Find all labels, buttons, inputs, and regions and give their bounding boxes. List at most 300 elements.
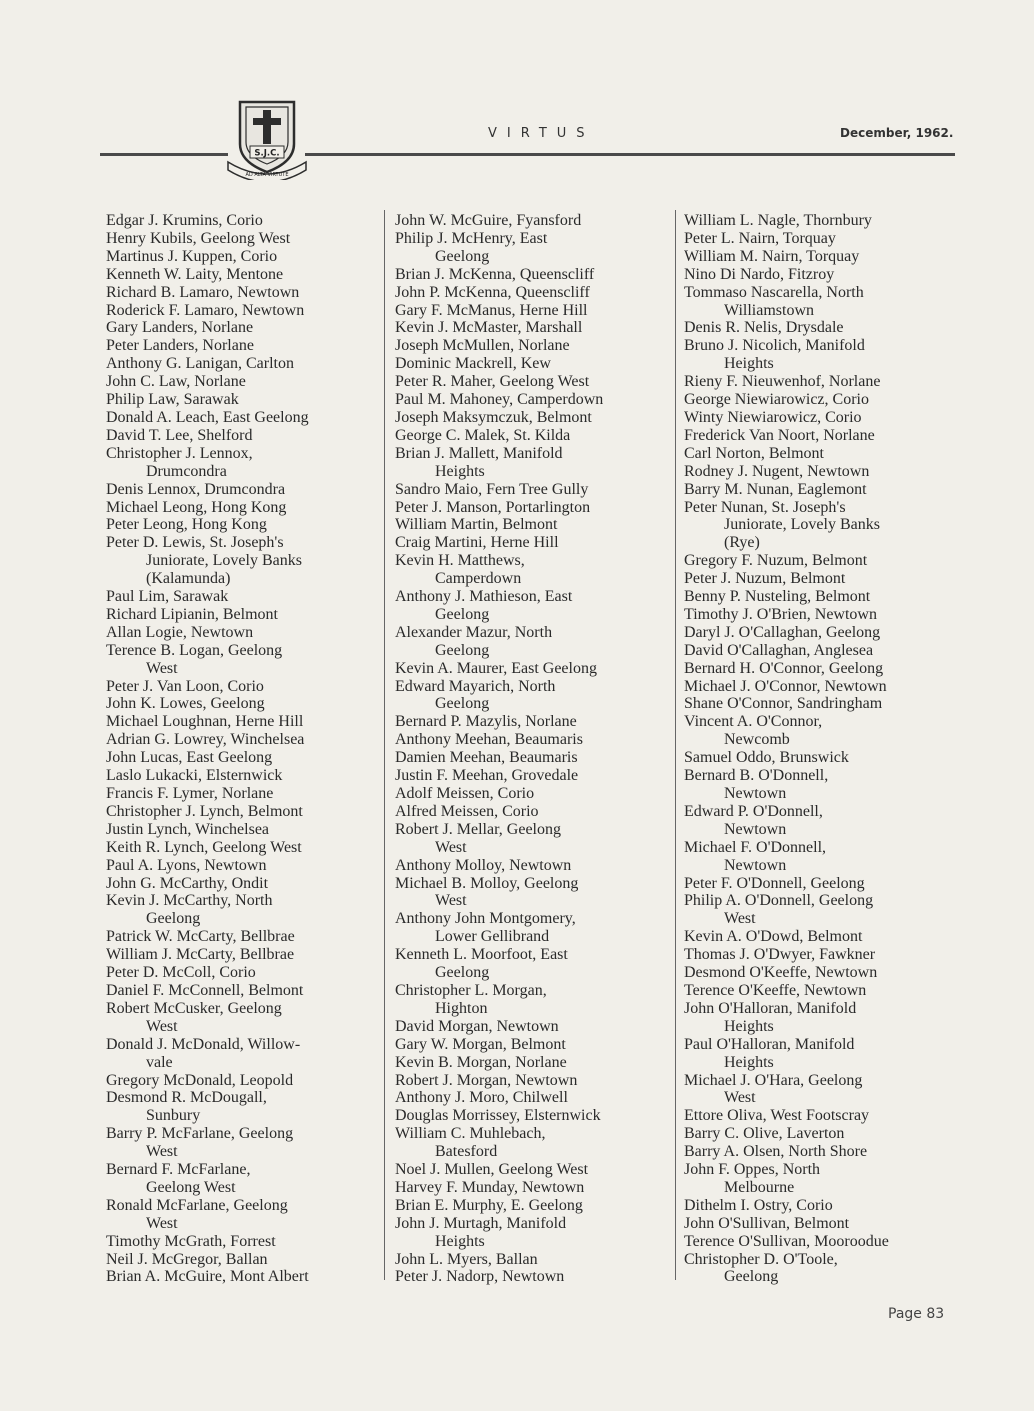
entry-continuation-line: Geelong: [724, 1268, 779, 1286]
name-entry: [106, 624, 381, 642]
name-entry: [106, 731, 381, 749]
name-entry: [684, 409, 964, 427]
entry-name-line: Anthony Meehan, Beaumaris: [395, 731, 583, 749]
entry-name-line: George Niewiarowicz, Corio: [684, 391, 869, 409]
entry-continuation-line: Geelong: [435, 964, 490, 982]
name-entry: [106, 1268, 381, 1286]
name-entry: [106, 1161, 381, 1197]
entry-name-line: John Lucas, East Geelong: [106, 749, 273, 767]
entry-name-line: Richard B. Lamaro, Newtown: [106, 283, 300, 301]
entry-continuation-line: Heights: [724, 1053, 774, 1071]
name-entry: [395, 373, 670, 391]
name-entry: [684, 1072, 964, 1108]
entry-name-line: Terence O'Keeffe, Newtown: [684, 981, 867, 999]
entry-name-line: William Martin, Belmont: [395, 516, 558, 534]
name-entry: [395, 749, 670, 767]
entry-name-line: Samuel Oddo, Brunswick: [684, 749, 849, 767]
name-entry: [395, 821, 670, 857]
entry-name-line: Terence O'Sullivan, Mooroodue: [684, 1232, 889, 1250]
entry-name-line: Anthony G. Lanigan, Carlton: [106, 355, 294, 373]
name-entry: [106, 212, 381, 230]
name-entry: [395, 982, 670, 1018]
entry-name-line: Edgar J. Krumins, Corio: [106, 212, 263, 229]
entry-name-line: Henry Kubils, Geelong West: [106, 229, 291, 247]
name-entry: [684, 1036, 964, 1072]
name-entry: [106, 803, 381, 821]
name-entry: [395, 875, 670, 911]
entry-name-line: Edward P. O'Donnell,: [684, 802, 823, 820]
entry-continuation-line: (Rye): [724, 534, 760, 552]
name-entry: [106, 946, 381, 964]
name-entry: [395, 713, 670, 731]
name-entry: [395, 481, 670, 499]
entry-name-line: Denis Lennox, Drumcondra: [106, 480, 286, 498]
column-divider: [675, 210, 676, 1280]
entry-name-line: Paul Lim, Sarawak: [106, 588, 229, 606]
name-entry: [106, 391, 381, 409]
entry-continuation-line: West: [435, 838, 467, 856]
entry-name-line: Peter J. Van Loon, Corio: [106, 677, 264, 695]
entry-name-line: Peter L. Nairn, Torquay: [684, 229, 836, 247]
entry-name-line: Brian J. McKenna, Queenscliff: [395, 265, 595, 283]
entry-name-line: Timothy McGrath, Forrest: [106, 1232, 276, 1250]
entry-name-line: William J. McCarty, Bellbrae: [106, 946, 295, 964]
name-entry: [684, 1233, 964, 1251]
name-entry: [684, 266, 964, 284]
entry-name-line: Frederick Van Noort, Norlane: [684, 426, 875, 444]
entry-name-line: Philip J. McHenry, East: [395, 229, 548, 247]
name-entry: [684, 1161, 964, 1197]
entry-name-line: Brian E. Murphy, E. Geelong: [395, 1196, 583, 1214]
entry-name-line: Barry M. Nunan, Eaglemont: [684, 480, 867, 498]
name-entry: [395, 409, 670, 427]
name-entry: [684, 1143, 964, 1161]
name-entry: [684, 391, 964, 409]
name-entry: [395, 1161, 670, 1179]
entry-name-line: Allan Logie, Newtown: [106, 623, 254, 641]
entry-name-line: Peter D. McColl, Corio: [106, 964, 256, 982]
name-entry: [106, 749, 381, 767]
name-entry: [684, 767, 964, 803]
entry-name-line: Kenneth W. Laity, Mentone: [106, 265, 284, 283]
name-entry: [106, 337, 381, 355]
header-rule-right: [305, 153, 955, 156]
name-entry: [395, 284, 670, 302]
name-entry: [684, 445, 964, 463]
name-entry: [684, 499, 964, 553]
name-entry: [106, 785, 381, 803]
name-column-1: [106, 212, 381, 1286]
name-entry: [684, 1197, 964, 1215]
name-entry: [684, 964, 964, 982]
name-entry: [684, 624, 964, 642]
entry-continuation-line: Camperdown: [435, 570, 522, 588]
entry-name-line: Robert McCusker, Geelong: [106, 999, 282, 1017]
entry-name-line: Richard Lipianin, Belmont: [106, 605, 278, 623]
entry-name-line: Christopher D. O'Toole,: [684, 1250, 838, 1268]
entry-continuation-line: Heights: [724, 1017, 774, 1035]
entry-name-line: Daryl J. O'Callaghan, Geelong: [684, 623, 881, 641]
entry-name-line: John L. Myers, Ballan: [395, 1250, 538, 1268]
name-entry: [395, 1215, 670, 1251]
entry-name-line: Justin F. Meehan, Grovedale: [395, 767, 579, 785]
name-entry: [106, 1251, 381, 1269]
entry-name-line: Kevin A. O'Dowd, Belmont: [684, 928, 863, 946]
page-number: Page 83: [888, 1306, 945, 1322]
entry-name-line: Joseph McMullen, Norlane: [395, 337, 570, 355]
name-entry: [684, 642, 964, 660]
entry-name-line: Carl Norton, Belmont: [684, 444, 824, 462]
entry-name-line: Peter D. Lewis, St. Joseph's: [106, 534, 284, 552]
name-entry: [106, 588, 381, 606]
entry-name-line: John K. Lowes, Geelong: [106, 695, 265, 713]
name-entry: [684, 606, 964, 624]
entry-name-line: Daniel F. McConnell, Belmont: [106, 981, 304, 999]
entry-name-line: Michael B. Molloy, Geelong: [395, 874, 579, 892]
entry-name-line: Shane O'Connor, Sandringham: [684, 695, 883, 713]
entry-continuation-line: Newcomb: [724, 731, 790, 749]
entry-name-line: Francis F. Lymer, Norlane: [106, 785, 274, 802]
name-entry: [684, 373, 964, 391]
entry-name-line: Keith R. Lynch, Geelong West: [106, 838, 302, 856]
name-entry: [684, 1125, 964, 1143]
name-entry: [106, 821, 381, 839]
crest-motto: AD ALTA VIRTUTE: [245, 172, 289, 178]
entry-name-line: Dominic Mackrell, Kew: [395, 355, 551, 373]
entry-name-line: Paul O'Halloran, Manifold: [684, 1035, 855, 1053]
name-entry: [106, 1072, 381, 1090]
name-entry: [106, 1197, 381, 1233]
name-entry: [106, 302, 381, 320]
name-entry: [395, 391, 670, 409]
entry-name-line: John W. McGuire, Fyansford: [395, 212, 582, 229]
name-entry: [684, 678, 964, 696]
name-entry: [395, 1197, 670, 1215]
entry-continuation-line: Highton: [435, 999, 488, 1017]
entry-name-line: Philip A. O'Donnell, Geelong: [684, 892, 874, 910]
name-entry: [684, 749, 964, 767]
entry-continuation-line: Geelong: [435, 695, 490, 713]
entry-name-line: Desmond O'Keeffe, Newtown: [684, 964, 878, 982]
entry-name-line: Barry P. McFarlane, Geelong: [106, 1125, 294, 1143]
entry-name-line: Philip Law, Sarawak: [106, 391, 239, 409]
name-entry: [684, 892, 964, 928]
entry-name-line: Gary Landers, Norlane: [106, 319, 254, 337]
name-entry: [684, 284, 964, 320]
name-entry: [395, 1125, 670, 1161]
entry-continuation-line: Melbourne: [724, 1178, 795, 1196]
entry-name-line: David Morgan, Newtown: [395, 1017, 559, 1035]
crest-letters: S.J.C.: [254, 148, 280, 159]
entry-continuation-line: Newtown: [724, 785, 787, 802]
entry-name-line: Timothy J. O'Brien, Newtown: [684, 605, 877, 623]
name-entry: [106, 1036, 381, 1072]
entry-continuation-line: West: [146, 1214, 178, 1232]
crest-icon: [226, 96, 308, 180]
name-entry: [684, 230, 964, 248]
name-entry: [395, 1268, 670, 1286]
entry-name-line: John O'Sullivan, Belmont: [684, 1214, 850, 1232]
name-entry: [395, 1036, 670, 1054]
entry-name-line: Gregory F. Nuzum, Belmont: [684, 552, 868, 570]
entry-name-line: Christopher L. Morgan,: [395, 981, 547, 999]
entry-name-line: Rieny F. Nieuwenhof, Norlane: [684, 373, 881, 391]
name-entry: [106, 875, 381, 893]
name-entry: [395, 1107, 670, 1125]
name-entry: [106, 892, 381, 928]
entry-name-line: Donald A. Leach, East Geelong: [106, 408, 309, 426]
name-entry: [395, 212, 670, 230]
entry-continuation-line: Geelong: [435, 641, 490, 659]
entry-name-line: David T. Lee, Shelford: [106, 426, 253, 444]
entry-name-line: Robert J. Morgan, Newtown: [395, 1071, 578, 1089]
header-rule-left: [100, 153, 228, 156]
entry-name-line: Nino Di Nardo, Fitzroy: [684, 265, 835, 283]
entry-name-line: Anthony J. Mathieson, East: [395, 588, 573, 606]
entry-name-line: Donald J. McDonald, Willow-: [106, 1035, 301, 1053]
name-entry: [684, 337, 964, 373]
name-entry: [106, 642, 381, 678]
name-entry: [684, 319, 964, 337]
name-entry: [106, 481, 381, 499]
name-entry: [395, 857, 670, 875]
entry-name-line: Damien Meehan, Beaumaris: [395, 749, 578, 767]
name-entry: [106, 767, 381, 785]
entry-name-line: Anthony Molloy, Newtown: [395, 856, 572, 874]
name-entry: [684, 713, 964, 749]
entry-name-line: Denis R. Nelis, Drysdale: [684, 319, 844, 337]
name-entry: [106, 982, 381, 1000]
entry-name-line: Tommaso Nascarella, North: [684, 283, 864, 301]
entry-name-line: Anthony John Montgomery,: [395, 910, 576, 928]
name-entry: [395, 731, 670, 749]
entry-name-line: Bernard H. O'Connor, Geelong: [684, 659, 884, 677]
name-entry: [684, 982, 964, 1000]
name-entry: [395, 1072, 670, 1090]
name-entry: [395, 319, 670, 337]
entry-name-line: Paul M. Mahoney, Camperdown: [395, 391, 604, 409]
name-entry: [106, 409, 381, 427]
entry-name-line: Bernard P. Mazylis, Norlane: [395, 713, 577, 731]
entry-continuation-line: West: [724, 1089, 756, 1107]
name-entry: [395, 499, 670, 517]
entry-name-line: Craig Martini, Herne Hill: [395, 534, 559, 552]
entry-continuation-line: Batesford: [435, 1143, 498, 1161]
entry-name-line: Gary F. McManus, Herne Hill: [395, 301, 588, 319]
name-entry: [395, 946, 670, 982]
entry-name-line: Peter Nunan, St. Joseph's: [684, 498, 846, 516]
entry-name-line: Peter J. Nadorp, Newtown: [395, 1268, 565, 1286]
entry-name-line: Bernard F. McFarlane,: [106, 1161, 251, 1179]
entry-name-line: Terence B. Logan, Geelong: [106, 641, 283, 659]
name-entry: [106, 713, 381, 731]
name-entry: [395, 660, 670, 678]
entry-name-line: Harvey F. Munday, Newtown: [395, 1178, 585, 1196]
name-entry: [106, 1125, 381, 1161]
name-entry: [684, 588, 964, 606]
entry-name-line: John J. Murtagh, Manifold: [395, 1214, 567, 1232]
name-entry: [395, 230, 670, 266]
entry-name-line: Adolf Meissen, Corio: [395, 785, 535, 802]
name-entry: [395, 337, 670, 355]
entry-name-line: Kevin H. Matthews,: [395, 552, 525, 570]
entry-name-line: Vincent A. O'Connor,: [684, 713, 823, 731]
entry-name-line: Peter J. Manson, Portarlington: [395, 498, 591, 516]
entry-name-line: Kevin B. Morgan, Norlane: [395, 1053, 567, 1071]
entry-continuation-line: Williamstown: [724, 301, 815, 319]
entry-name-line: Roderick F. Lamaro, Newtown: [106, 301, 305, 319]
entry-continuation-line: Geelong: [435, 247, 490, 265]
entry-name-line: Christopher J. Lynch, Belmont: [106, 802, 303, 820]
name-entry: [684, 212, 964, 230]
name-entry: [106, 534, 381, 588]
entry-name-line: Peter R. Maher, Geelong West: [395, 373, 590, 391]
name-entry: [395, 803, 670, 821]
name-entry: [395, 1089, 670, 1107]
entry-name-line: Michael F. O'Donnell,: [684, 838, 827, 856]
entry-continuation-line: West: [146, 1017, 178, 1035]
entry-name-line: John O'Halloran, Manifold: [684, 999, 857, 1017]
entry-name-line: Christopher J. Lennox,: [106, 444, 253, 462]
entry-continuation-line: Geelong West: [146, 1178, 236, 1196]
entry-name-line: Martinus J. Kuppen, Corio: [106, 247, 278, 265]
entry-name-line: Brian A. McGuire, Mont Albert: [106, 1268, 309, 1286]
name-entry: [395, 552, 670, 588]
name-entry: [395, 355, 670, 373]
entry-name-line: Winty Niewiarowicz, Corio: [684, 408, 862, 426]
entry-name-line: John C. Law, Norlane: [106, 373, 246, 391]
entry-name-line: Peter Landers, Norlane: [106, 337, 254, 355]
name-entry: [684, 946, 964, 964]
entry-name-line: Peter Leong, Hong Kong: [106, 516, 267, 534]
name-entry: [106, 1089, 381, 1125]
entry-name-line: Douglas Morrissey, Elsternwick: [395, 1107, 601, 1125]
entry-name-line: John G. McCarthy, Ondit: [106, 874, 269, 892]
entry-name-line: Dithelm I. Ostry, Corio: [684, 1196, 833, 1214]
entry-continuation-line: Geelong: [435, 605, 490, 623]
name-entry: [684, 552, 964, 570]
name-entry: [684, 875, 964, 893]
name-entry: [684, 1215, 964, 1233]
entry-name-line: Alexander Mazur, North: [395, 623, 553, 641]
name-entry: [106, 695, 381, 713]
name-entry: [684, 1107, 964, 1125]
entry-continuation-line: West: [435, 892, 467, 910]
entry-name-line: Kevin A. Maurer, East Geelong: [395, 659, 597, 677]
name-entry: [395, 427, 670, 445]
issue-date: December, 1962.: [840, 126, 954, 140]
name-entry: [106, 373, 381, 391]
name-entry: [395, 588, 670, 624]
name-entry: [106, 839, 381, 857]
entry-name-line: Adrian G. Lowrey, Winchelsea: [106, 731, 305, 749]
entry-name-line: Patrick W. McCarty, Bellbrae: [106, 928, 295, 946]
entry-continuation-line: vale: [146, 1053, 173, 1071]
name-entry: [684, 481, 964, 499]
entry-name-line: Gary W. Morgan, Belmont: [395, 1035, 566, 1053]
entry-name-line: Gregory McDonald, Leopold: [106, 1071, 294, 1089]
entry-continuation-line: Geelong: [146, 910, 201, 928]
entry-name-line: Paul A. Lyons, Newtown: [106, 856, 267, 874]
entry-continuation-line: Newtown: [724, 856, 787, 874]
name-entry: [395, 678, 670, 714]
name-column-2: [395, 212, 670, 1286]
entry-name-line: Neil J. McGregor, Ballan: [106, 1250, 268, 1268]
entry-name-line: Michael J. O'Hara, Geelong: [684, 1071, 863, 1089]
name-entry: [684, 463, 964, 481]
entry-name-line: Kevin J. McCarthy, North: [106, 892, 273, 910]
entry-name-line: Bernard B. O'Donnell,: [684, 767, 829, 785]
name-entry: [106, 284, 381, 302]
entry-continuation-line: West: [724, 910, 756, 928]
entry-continuation-line: West: [146, 1143, 178, 1161]
entry-name-line: George C. Malek, St. Kilda: [395, 426, 571, 444]
entry-name-line: Anthony J. Moro, Chilwell: [395, 1089, 568, 1107]
entry-name-line: Brian J. Mallett, Manifold: [395, 444, 563, 462]
entry-name-line: Ronald McFarlane, Geelong: [106, 1196, 288, 1214]
entry-name-line: Michael Leong, Hong Kong: [106, 498, 287, 516]
entry-name-line: Michael J. O'Connor, Newtown: [684, 677, 887, 695]
entry-continuation-line: Juniorate, Lovely Banks: [146, 552, 302, 570]
name-entry: [395, 302, 670, 320]
entry-name-line: Joseph Maksymczuk, Belmont: [395, 408, 592, 426]
entry-name-line: Justin Lynch, Winchelsea: [106, 820, 270, 838]
entry-name-line: Robert J. Mellar, Geelong: [395, 820, 561, 838]
name-entry: [106, 857, 381, 875]
entry-name-line: John F. Oppes, North: [684, 1161, 821, 1179]
entry-name-line: Barry A. Olsen, North Shore: [684, 1143, 868, 1161]
name-entry: [684, 660, 964, 678]
name-entry: [106, 230, 381, 248]
entry-name-line: Thomas J. O'Dwyer, Fawkner: [684, 946, 876, 964]
entry-name-line: Edward Mayarich, North: [395, 677, 556, 695]
entry-name-line: William C. Muhlebach,: [395, 1125, 546, 1143]
entry-name-line: Michael Loughnan, Herne Hill: [106, 713, 304, 731]
name-entry: [684, 1251, 964, 1287]
entry-continuation-line: Juniorate, Lovely Banks: [724, 516, 880, 534]
entry-continuation-line: (Kalamunda): [146, 570, 231, 588]
entry-continuation-line: Sunbury: [146, 1107, 201, 1125]
name-entry: [395, 516, 670, 534]
name-entry: [684, 803, 964, 839]
entry-name-line: John P. McKenna, Queenscliff: [395, 283, 590, 301]
name-entry: [684, 570, 964, 588]
publication-title: VIRTUS: [488, 126, 595, 141]
name-entry: [106, 248, 381, 266]
entry-name-line: Desmond R. McDougall,: [106, 1089, 267, 1107]
entry-name-line: Ettore Oliva, West Footscray: [684, 1107, 870, 1125]
name-entry: [684, 839, 964, 875]
name-entry: [106, 319, 381, 337]
name-entry: [106, 516, 381, 534]
name-entry: [395, 767, 670, 785]
entry-continuation-line: Heights: [435, 1232, 485, 1250]
name-entry: [106, 266, 381, 284]
entry-continuation-line: West: [146, 659, 178, 677]
entry-name-line: Kevin J. McMaster, Marshall: [395, 319, 583, 337]
name-entry: [106, 427, 381, 445]
entry-name-line: David O'Callaghan, Anglesea: [684, 641, 874, 659]
entry-name-line: Kenneth L. Moorfoot, East: [395, 946, 568, 964]
entry-continuation-line: Drumcondra: [146, 462, 227, 480]
name-entry: [106, 606, 381, 624]
entry-name-line: Noel J. Mullen, Geelong West: [395, 1161, 589, 1179]
entry-continuation-line: Lower Gellibrand: [435, 928, 550, 946]
name-entry: [395, 1018, 670, 1036]
name-entry: [395, 910, 670, 946]
name-entry: [106, 355, 381, 373]
entry-name-line: Peter J. Nuzum, Belmont: [684, 570, 846, 588]
